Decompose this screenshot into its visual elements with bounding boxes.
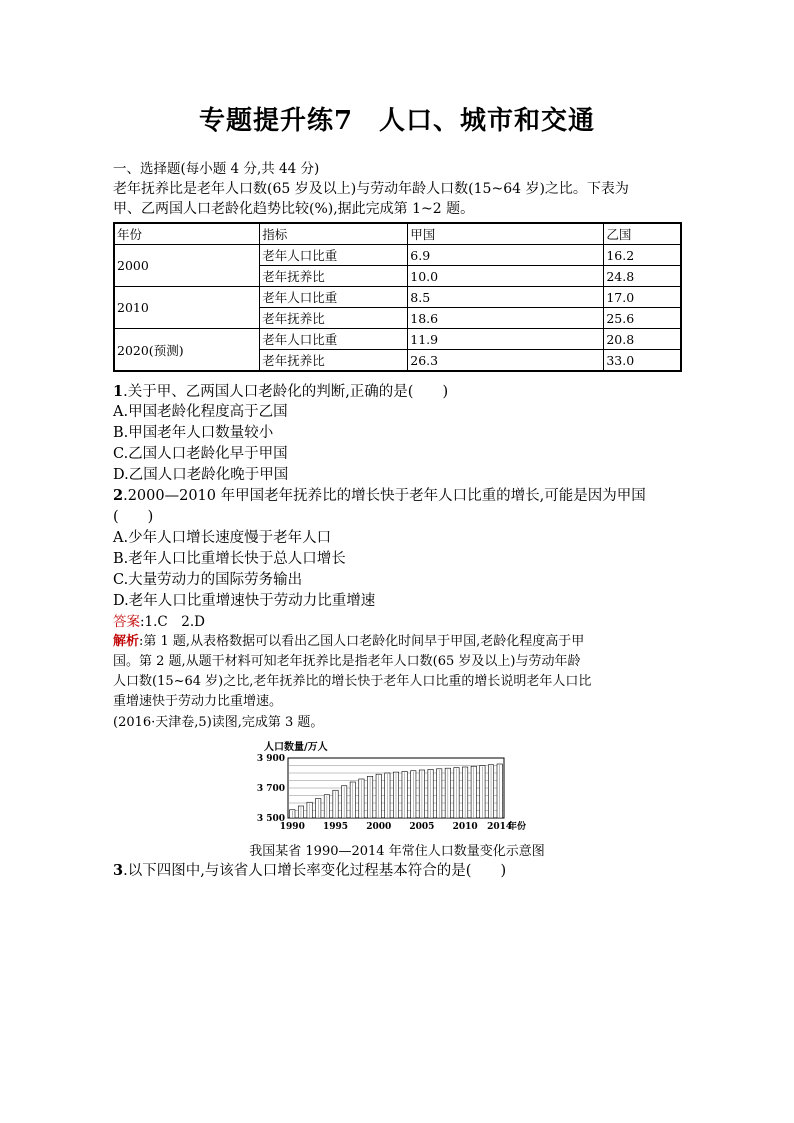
q1-option-c[interactable]: C.乙国人口老龄化早于甲国 — [113, 446, 288, 462]
year-cell: 2000 — [114, 245, 260, 287]
page-title — [0, 100, 794, 137]
y-tick-label: 3 700 — [256, 784, 285, 794]
yi-cell: 25.6 — [604, 308, 681, 329]
question-2-stem — [113, 486, 646, 506]
analysis-line-2: 国。第 2 题,从题干材料可知老年抚养比是指老年人口数(65 岁及以上)与劳动年龄 — [113, 654, 581, 669]
x-tick-label: 2010 — [452, 822, 478, 832]
indicator-cell: 老年人口比重 — [260, 329, 408, 350]
q1-option-a[interactable]: A.甲国老龄化程度高于乙国 — [113, 404, 288, 420]
question-3-text: .以下四图中,与该省人口增长率变化过程基本符合的是( ) — [123, 863, 507, 879]
year-cell: 2020(预测) — [114, 329, 260, 372]
x-axis-label: 年份 — [508, 822, 527, 832]
answer-line — [113, 612, 205, 632]
q2-option-a[interactable]: A.少年人口增长速度慢于老年人口 — [113, 530, 332, 546]
q2-option-b[interactable]: B.老年人口比重增长快于总人口增长 — [113, 551, 346, 567]
q2-option-c[interactable]: C.大量劳动力的国际劳务输出 — [113, 572, 303, 588]
title-part1: 专题提升练7 — [198, 106, 354, 136]
question-3-number: 3 — [113, 862, 124, 879]
x-tick-label: 1995 — [322, 822, 349, 832]
indicator-cell: 老年抚养比 — [260, 308, 408, 329]
x-tick-label: 2000 — [366, 822, 392, 832]
analysis-text-1: :第 1 题,从表格数据可以看出乙国人口老龄化时间早于甲国,老龄化程度高于甲 — [139, 634, 585, 649]
header-jia: 甲国 — [408, 223, 604, 245]
jia-cell: 6.9 — [408, 245, 604, 266]
header-yi: 乙国 — [604, 223, 681, 245]
indicator-cell: 老年人口比重 — [260, 287, 408, 308]
jia-cell: 8.5 — [408, 287, 604, 308]
header-indicator: 指标 — [260, 223, 408, 245]
table-row — [114, 245, 681, 266]
q2-option-d[interactable]: D.老年人口比重增速快于劳动力比重增速 — [113, 593, 376, 609]
analysis-line-1 — [113, 632, 584, 652]
yi-cell: 33.0 — [604, 350, 681, 372]
yi-cell: 16.2 — [604, 245, 681, 266]
yi-cell: 17.0 — [604, 287, 681, 308]
question-1-stem — [113, 382, 448, 402]
intro-line-2: 甲、乙两国人口老龄化趋势比较(%),据此完成第 1~2 题。 — [113, 201, 475, 217]
question-2-blank: ( ) — [113, 509, 154, 525]
analysis-label: 解析 — [113, 634, 140, 649]
y-tick-label: 3 900 — [256, 754, 285, 764]
answer-label: 答案 — [113, 614, 140, 630]
table-header-row — [114, 223, 681, 245]
source-line: (2016·天津卷,5)读图,完成第 3 题。 — [113, 715, 324, 730]
population-chart-svg — [256, 738, 540, 838]
yi-cell: 20.8 — [604, 329, 681, 350]
indicator-cell: 老年人口比重 — [260, 245, 408, 266]
table-row — [114, 329, 681, 350]
title-part2: 人口、城市和交通 — [379, 106, 596, 136]
intro-line-1: 老年抚养比是老年人口数(65 岁及以上)与劳动年龄人口数(15~64 岁)之比。下表为 — [113, 181, 629, 197]
question-1-number: 1 — [113, 383, 124, 400]
question-1-text: .关于甲、乙两国人口老龄化的判断,正确的是( ) — [123, 384, 449, 400]
population-chart — [256, 738, 540, 838]
jia-cell: 18.6 — [408, 308, 604, 329]
x-tick-label: 2005 — [409, 822, 435, 832]
analysis-line-3: 人口数(15~64 岁)之比,老年抚养比的增长快于老年人口比重的增长说明老年人口比 — [113, 674, 592, 689]
jia-cell: 26.3 — [408, 350, 604, 372]
header-year: 年份 — [114, 223, 260, 245]
y-tick-label: 3 500 — [256, 814, 285, 824]
question-2-text: .2000—2010 年甲国老年抚养比的增长快于老年人口比重的增长,可能是因为甲国 — [123, 488, 646, 504]
indicator-cell: 老年抚养比 — [260, 266, 408, 287]
question-3-stem — [113, 861, 506, 881]
aging-comparison-table — [113, 222, 682, 372]
yi-cell: 24.8 — [604, 266, 681, 287]
jia-cell: 10.0 — [408, 266, 604, 287]
y-axis-label: 人口数量/万人 — [264, 742, 328, 753]
section-heading: 一、选择题(每小题 4 分,共 44 分) — [113, 161, 320, 177]
x-tick-label: 2014 — [487, 822, 513, 832]
year-cell: 2010 — [114, 287, 260, 329]
q1-option-d[interactable]: D.乙国人口老龄化晚于甲国 — [113, 467, 289, 483]
indicator-cell: 老年抚养比 — [260, 350, 408, 372]
x-tick-label: 1990 — [279, 822, 305, 832]
chart-caption: 我国某省 1990—2014 年常住人口数量变化示意图 — [249, 844, 545, 859]
jia-cell: 11.9 — [408, 329, 604, 350]
table-row — [114, 287, 681, 308]
q1-option-b[interactable]: B.甲国老年人口数量较小 — [113, 425, 274, 441]
answer-text: :1.C 2.D — [140, 614, 205, 630]
question-2-number: 2 — [113, 487, 124, 504]
analysis-line-4: 重增速快于劳动力比重增速。 — [113, 694, 283, 709]
